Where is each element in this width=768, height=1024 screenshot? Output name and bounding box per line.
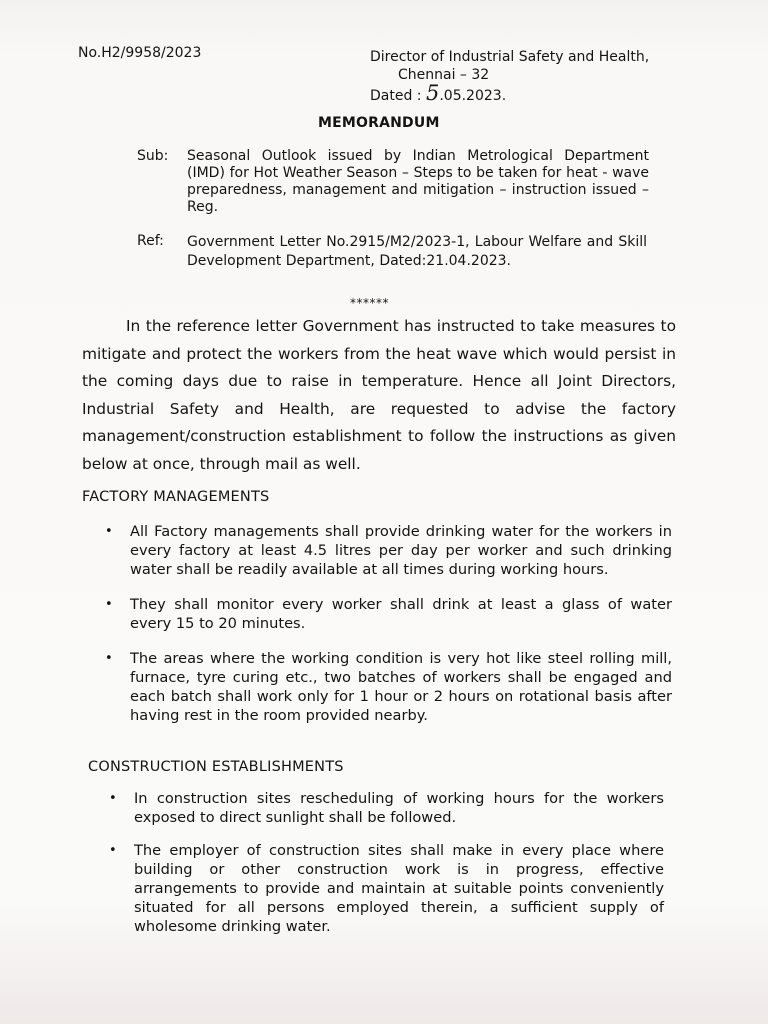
reference-label: Ref: <box>137 233 164 249</box>
date-month-year: .05.2023. <box>439 88 507 104</box>
subject-label: Sub: <box>137 148 169 164</box>
subject-text: Seasonal Outlook issued by Indian Metrological Department (IMD) for Hot Weather Season – Steps to be taken for heat - wave preparedness, management and mitigation – instruction issued – Reg. <box>187 148 649 215</box>
list-item <box>105 595 672 633</box>
bullet-icon: • <box>105 524 113 539</box>
list-item <box>109 841 664 936</box>
list-item-text: The employer of construction sites shall make in every place where building or other construction work is in progress, effective arrangements to provide and maintain at suitable points conveniently situated for all persons employed therein, a sufficient supply of wholesome drinking water. <box>134 842 664 935</box>
memo-date <box>370 81 670 105</box>
list-item <box>105 522 672 579</box>
list-item-text: The areas where the working condition is very hot like steel rolling mill, furnace, tyre curing etc., two batches of workers shall be engaged and each batch shall work only for 1 hour or 2 hours on rotational basis after having rest in the room provided nearby. <box>130 650 672 724</box>
office-name: Director of Industrial Safety and Health, <box>370 49 650 65</box>
handwritten-date-day: 5 <box>425 81 440 105</box>
bullet-icon: • <box>109 791 117 806</box>
list-item <box>105 649 672 725</box>
factory-managements-heading: FACTORY MANAGEMENTS <box>82 489 270 505</box>
list-item-text: In construction sites rescheduling of working hours for the workers exposed to direct sunlight shall be followed. <box>134 790 664 826</box>
construction-establishments-heading: CONSTRUCTION ESTABLISHMENTS <box>88 759 344 775</box>
reference-text: Government Letter No.2915/M2/2023-1, Labour Welfare and Skill Development Department, Dated:21.04.2023. <box>187 234 647 269</box>
bullet-icon: • <box>105 597 113 612</box>
list-item <box>109 789 664 827</box>
office-address <box>370 48 670 105</box>
memo-title: MEMORANDUM <box>318 115 440 131</box>
date-prefix: Dated : <box>370 88 426 104</box>
list-item-text: They shall monitor every worker shall drink at least a glass of water every 15 to 20 minutes. <box>130 596 672 632</box>
construction-instructions-list <box>109 789 664 950</box>
bullet-icon: • <box>105 651 113 666</box>
intro-paragraph: In the reference letter Government has instructed to take measures to mitigate and protect the workers from the heat wave which would persist in the coming days due to raise in temperature. Hence all Joint Directors, Industrial Safety and Health, are requested to advise the factory management/construction establishment to follow the instructions as given below at once, through mail as well. <box>82 317 676 473</box>
bullet-icon: • <box>109 843 117 858</box>
separator-asterisks: ****** <box>350 296 389 310</box>
reference-number: No.H2/9958/2023 <box>78 45 202 61</box>
office-city: Chennai – 32 <box>398 67 490 83</box>
list-item-text: All Factory managements shall provide drinking water for the workers in every factory at least 4.5 litres per day per worker and such drinking water shall be readily available at all times during working hours. <box>130 523 672 578</box>
factory-instructions-list <box>105 522 672 741</box>
